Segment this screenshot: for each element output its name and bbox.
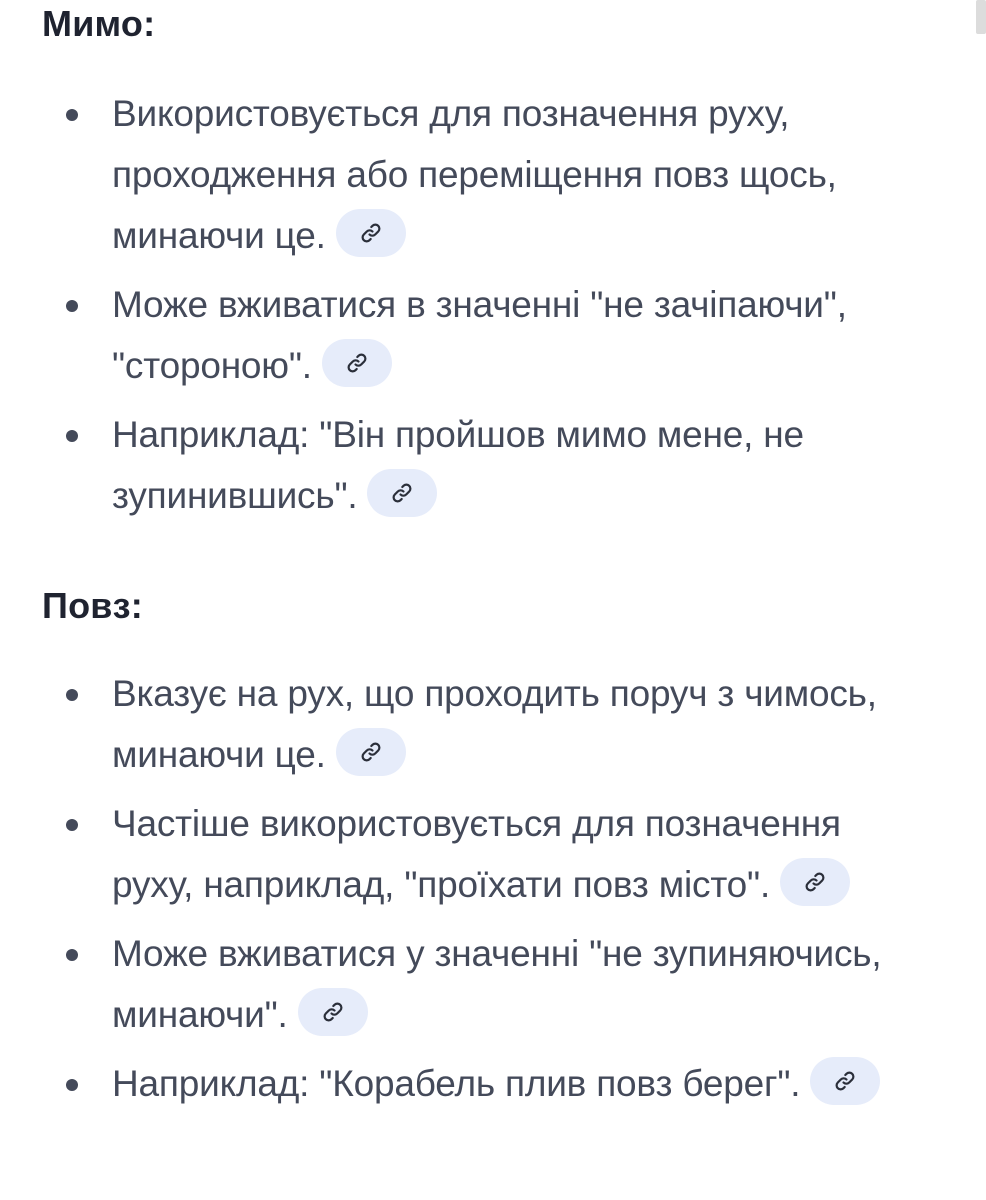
list-item	[0, 663, 960, 785]
source-link-button[interactable]	[336, 728, 406, 776]
list-item-text: Наприклад: "Він пройшов мимо мене, не зупинившись".	[112, 414, 804, 516]
section-title: Повз:	[42, 585, 143, 626]
list-item-text: Вказує на рух, що проходить поруч з чимось, минаючи це.	[112, 673, 877, 775]
bullet-icon	[66, 949, 78, 961]
link-icon	[359, 221, 383, 245]
link-icon	[803, 870, 827, 894]
link-icon	[390, 481, 414, 505]
bullet-icon	[66, 689, 78, 701]
source-link-button[interactable]	[336, 209, 406, 257]
bullet-icon	[66, 430, 78, 442]
source-link-button[interactable]	[780, 858, 850, 906]
bullet-list	[0, 83, 960, 526]
list-item	[0, 83, 960, 266]
list-item	[0, 793, 960, 915]
bullet-list	[0, 663, 960, 1114]
bullet-icon	[66, 109, 78, 121]
list-item-text: Наприклад: "Корабель плив повз берег".	[112, 1063, 801, 1104]
bullet-icon	[66, 1079, 78, 1091]
scrollbar[interactable]	[976, 0, 986, 34]
list-item-text: Може вживатися в значенні "не зачіпаючи", "стороною".	[112, 284, 847, 386]
section-title: Мимо:	[42, 3, 156, 44]
list-item-text: Частіше використовується для позначення руху, наприклад, "проїхати повз місто".	[112, 803, 841, 905]
bullet-icon	[66, 819, 78, 831]
list-item	[0, 404, 960, 526]
link-icon	[321, 1000, 345, 1024]
source-link-button[interactable]	[322, 339, 392, 387]
list-item	[0, 274, 960, 396]
link-icon	[359, 740, 383, 764]
link-icon	[833, 1069, 857, 1093]
source-link-button[interactable]	[367, 469, 437, 517]
source-link-button[interactable]	[810, 1057, 880, 1105]
list-item-text: Може вживатися у значенні "не зупиняючись, минаючи".	[112, 933, 882, 1035]
bullet-icon	[66, 300, 78, 312]
list-item-text: Використовується для позначення руху, проходження або переміщення повз щось, минаючи це.	[112, 93, 837, 256]
link-icon	[345, 351, 369, 375]
source-link-button[interactable]	[298, 988, 368, 1036]
list-item	[0, 1053, 960, 1114]
list-item	[0, 923, 960, 1045]
